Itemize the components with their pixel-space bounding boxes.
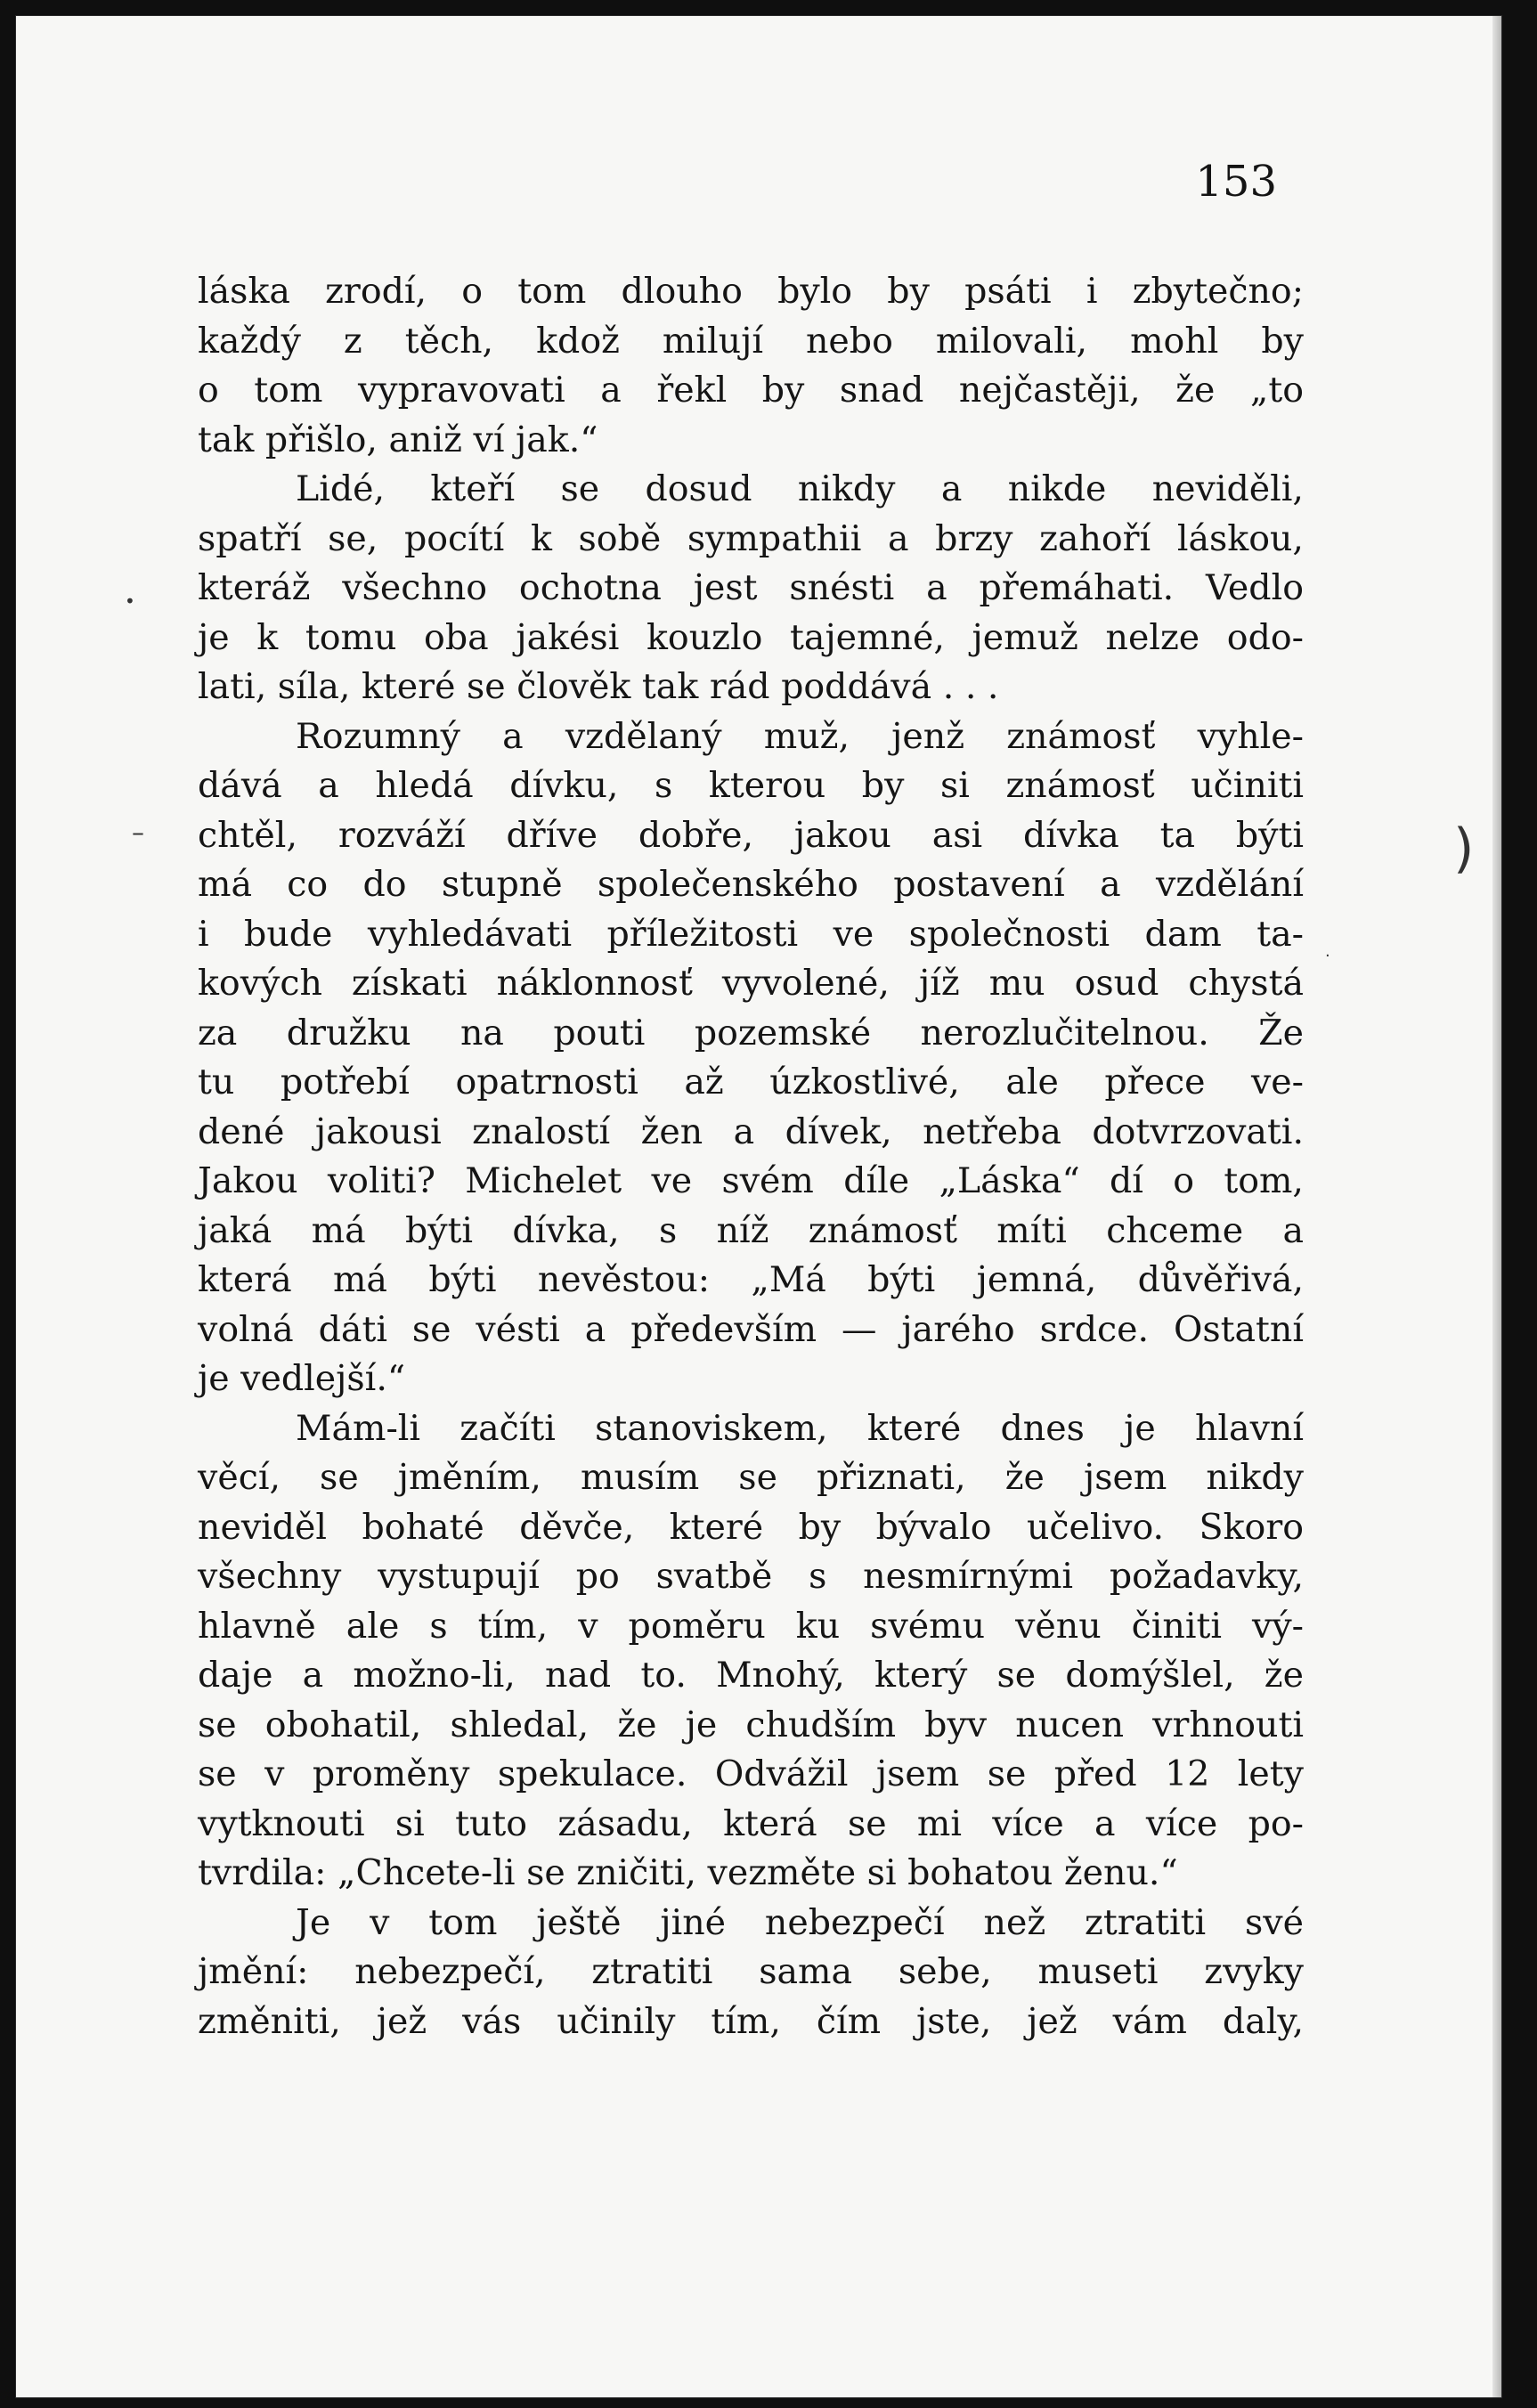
text-line: tu potřebí opatrnosti až úzkostlivé, ale přece ve- xyxy=(198,1062,1304,1102)
text-line: dává a hledá dívku, s kterou by si známosť učiniti xyxy=(198,765,1304,806)
text-line: Mám-li začíti stanoviskem, které dnes je hlavní xyxy=(296,1407,1304,1449)
text-line: daje a možno-li, nad to. Mnohý, který se domýšlel, že xyxy=(198,1655,1304,1696)
margin-mark: • xyxy=(125,590,135,612)
text-line: chtěl, rozváží dříve dobře, jakou asi dívka ta býti xyxy=(198,814,1304,856)
text-line: hlavně ale s tím, v poměru ku svému věnu činiti vý- xyxy=(198,1605,1304,1647)
text-line: Rozumný a vzdělaný muž, jenž známosť vyhle- xyxy=(296,715,1304,757)
book-page xyxy=(16,16,1501,2397)
text-line: je vedlejší.“ xyxy=(198,1358,406,1399)
text-line: kových získati náklonnosť vyvolené, jíž mu osud chystá xyxy=(198,963,1304,1004)
page-edge-shadow xyxy=(1492,16,1501,2397)
text-line: všechny vystupují po svatbě s nesmírnými požadavky, xyxy=(198,1556,1304,1597)
text-line: dené jakousi znalostí žen a dívek, netřeba dotvrzovati. xyxy=(198,1110,1304,1152)
text-line: jaká má býti dívka, s níž známosť míti chceme a xyxy=(198,1209,1304,1251)
text-line: kteráž všechno ochotna jest snésti a přemáhati. Vedlo xyxy=(198,567,1304,608)
text-line: za družku na pouti pozemské nerozlučitelnou. Že xyxy=(198,1012,1304,1054)
text-line: má co do stupně společenského postavení a vzdělání xyxy=(198,864,1304,905)
text-line: i bude vyhledávati příležitosti ve společnosti dam ta- xyxy=(198,913,1304,955)
page-number: 153 xyxy=(1195,157,1277,207)
text-line: tak přišlo, aniž ví jak.“ xyxy=(198,419,598,460)
text-line: změniti, jež vás učinily tím, čím jste, jež vám daly, xyxy=(198,2000,1304,2042)
margin-mark: ) xyxy=(1453,818,1475,880)
text-line: neviděl bohaté děvče, které by bývalo učelivo. Skoro xyxy=(198,1506,1304,1548)
text-line: tvrdila: „Chcete-li se zničiti, vezměte si bohatou ženu.“ xyxy=(198,1852,1178,1893)
margin-mark: · xyxy=(1325,947,1330,965)
text-line: vytknouti si tuto zásadu, která se mi více a více po- xyxy=(198,1802,1304,1844)
text-line: láska zrodí, o tom dlouho bylo by psáti i zbytečno; xyxy=(198,271,1304,312)
body-text xyxy=(198,267,1304,2046)
text-line: každý z těch, kdož milují nebo milovali, mohl by xyxy=(198,320,1304,362)
text-line: spatří se, pocítí k sobě sympathii a brzy zahoří láskou, xyxy=(198,517,1304,559)
text-line: jmění: nebezpečí, ztratiti sama sebe, museti zvyky xyxy=(198,1951,1304,1992)
text-line: je k tomu oba jakési kouzlo tajemné, jemuž nelze odo- xyxy=(198,616,1304,658)
text-line: se v proměny spekulace. Odvážil jsem se před 12 lety xyxy=(198,1753,1304,1794)
margin-mark: – xyxy=(132,818,144,847)
text-line: Je v tom ještě jiné nebezpečí než ztratiti své xyxy=(296,1901,1304,1943)
text-line: lati, síla, které se člověk tak rád poddává . . . xyxy=(198,666,999,707)
text-line: Jakou voliti? Michelet ve svém díle „Láska“ dí o tom, xyxy=(198,1160,1304,1201)
text-line: se obohatil, shledal, že je chudším byv nucen vrhnouti xyxy=(198,1704,1304,1745)
text-line: Lidé, kteří se dosud nikdy a nikde neviděli, xyxy=(296,468,1304,509)
text-line: věcí, se jměním, musím se přiznati, že jsem nikdy xyxy=(198,1457,1304,1498)
text-line: o tom vypravovati a řekl by snad nejčastěji, že „to xyxy=(198,370,1304,411)
text-line: která má býti nevěstou: „Má býti jemná, důvěřivá, xyxy=(198,1259,1304,1300)
text-line: volná dáti se vésti a především — jarého srdce. Ostatní xyxy=(198,1308,1304,1350)
